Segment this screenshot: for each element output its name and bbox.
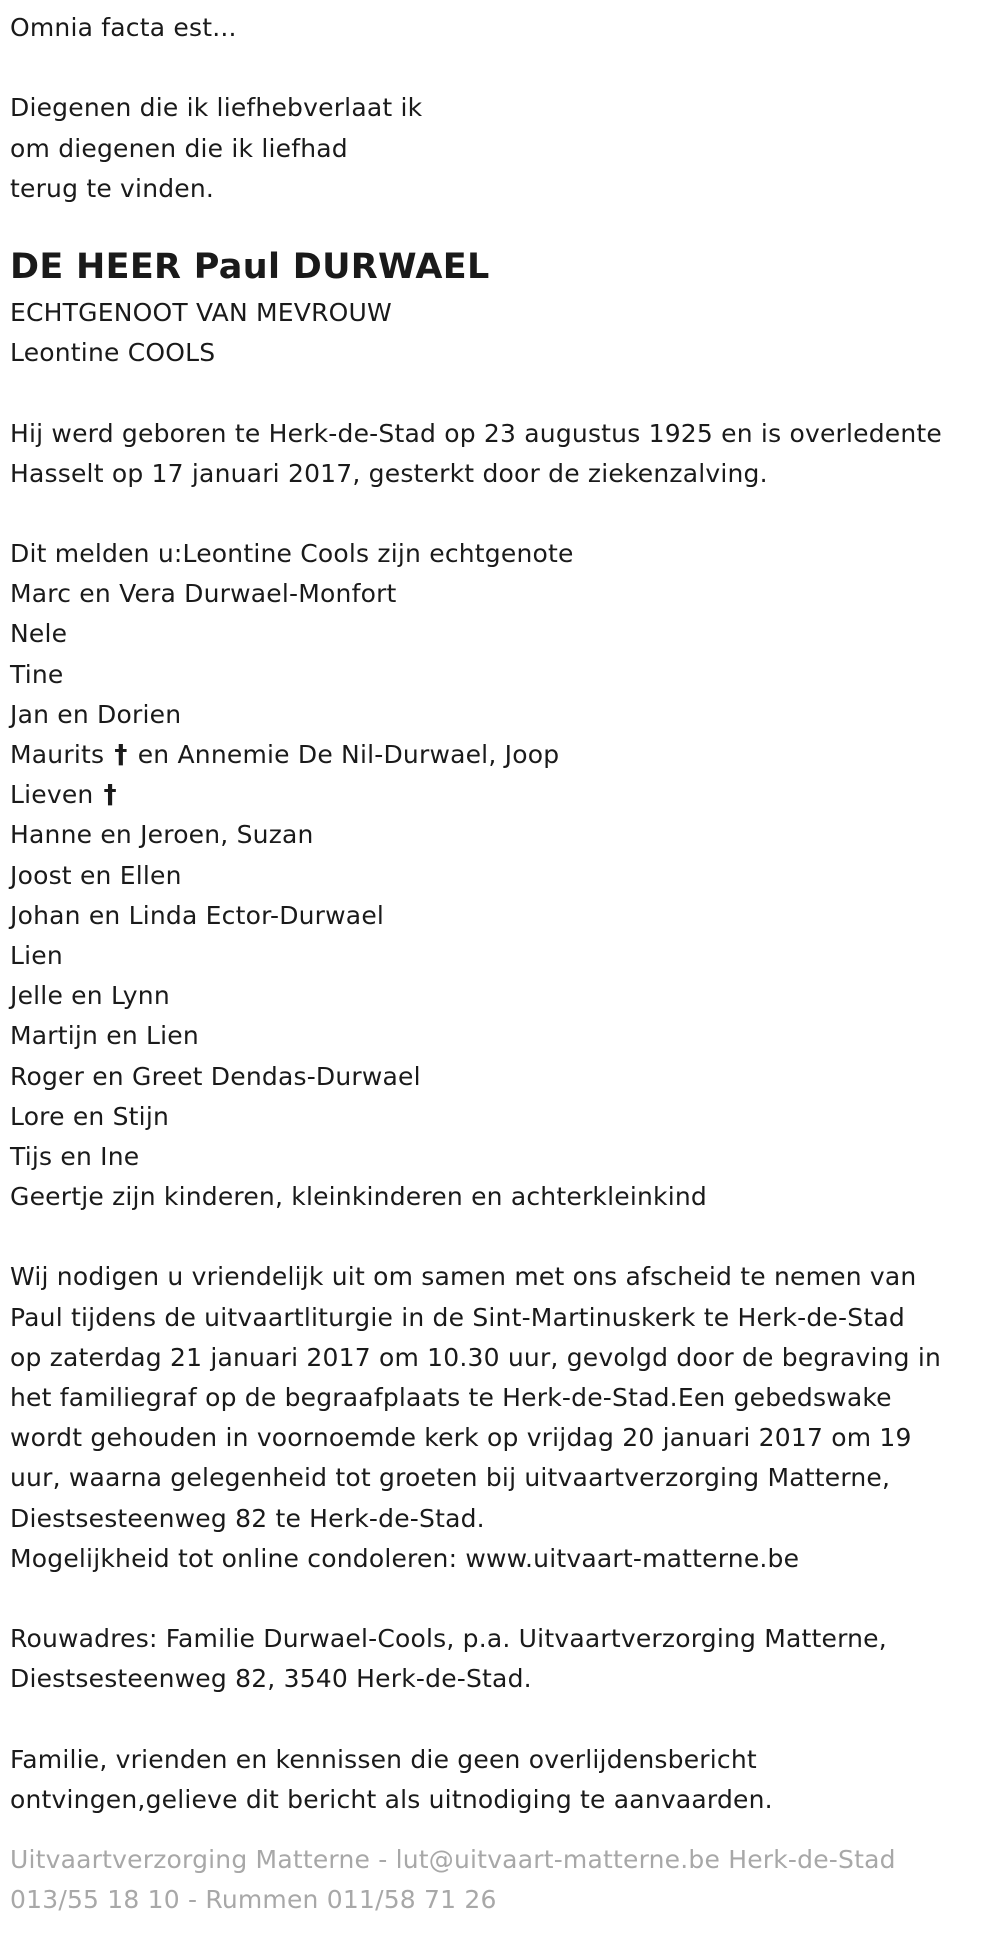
- bio-line: Hij werd geboren te Herk-de-Stad op 23 augustus 1925 en is overledente: [10, 418, 943, 448]
- deceased-name: DE HEER Paul DURWAEL: [10, 246, 490, 287]
- obituary-document: [10, 8, 995, 1920]
- family-line: Lien: [10, 940, 63, 970]
- cross-icon: †: [114, 740, 128, 770]
- family-line: Nele: [10, 619, 68, 649]
- family-line: Martijn en Lien: [10, 1021, 199, 1051]
- bio-line: Hasselt op 17 januari 2017, gesterkt door de ziekenzalving.: [10, 458, 768, 488]
- spacer: [10, 1217, 995, 1257]
- biography: [10, 414, 995, 494]
- poem-line: terug te vinden.: [10, 173, 215, 203]
- address-line: Diestsesteenweg 82, 3540 Herk-de-Stad.: [10, 1664, 532, 1694]
- poem-line: Diegenen die ik liefhebverlaat ik: [10, 93, 423, 123]
- family-list: [10, 534, 995, 1217]
- notice: [10, 1740, 995, 1820]
- funeral-home-footer: [10, 1840, 995, 1920]
- family-line: Jelle en Lynn: [10, 981, 170, 1011]
- family-line: Joost en Ellen: [10, 860, 182, 890]
- invitation-line: Diestsesteenweg 82 te Herk-de-Stad.: [10, 1503, 485, 1533]
- family-member-name: Maurits: [10, 740, 105, 769]
- poem-line: om diegenen die ik liefhad: [10, 133, 348, 163]
- spacer: [10, 1579, 995, 1619]
- family-line: Hanne en Jeroen, Suzan: [10, 820, 314, 850]
- condolence-link: Mogelijkheid tot online condoleren: www.uitvaart-matterne.be: [10, 1543, 800, 1573]
- family-line: Geertje zijn kinderen, kleinkinderen en achterkleinkind: [10, 1182, 707, 1212]
- address-line: Rouwadres: Familie Durwael-Cools, p.a. Uitvaartverzorging Matterne,: [10, 1624, 887, 1654]
- family-line-lieven: [10, 775, 995, 815]
- footer-line: 013/55 18 10 - Rummen 011/58 71 26: [10, 1885, 497, 1915]
- spacer: [10, 48, 995, 88]
- invitation-line: op zaterdag 21 januari 2017 om 10.30 uur, gevolgd door de begraving in: [10, 1342, 942, 1372]
- spacer: [10, 494, 995, 534]
- mourning-address: [10, 1619, 995, 1699]
- family-line-maurits: [10, 735, 995, 775]
- invitation: [10, 1257, 995, 1579]
- family-line: Marc en Vera Durwael-Monfort: [10, 579, 397, 609]
- family-line: Johan en Linda Ector-Durwael: [10, 900, 385, 930]
- family-line: Tine: [10, 659, 64, 689]
- invitation-line: uur, waarna gelegenheid tot groeten bij uitvaartverzorging Matterne,: [10, 1463, 891, 1493]
- cross-icon: †: [103, 780, 117, 811]
- family-line: Roger en Greet Dendas-Durwael: [10, 1061, 421, 1091]
- family-intro: Dit melden u:Leontine Cools zijn echtgenote: [10, 539, 574, 569]
- invitation-line: Wij nodigen u vriendelijk uit om samen met ons afscheid te nemen van: [10, 1262, 917, 1292]
- motto: Omnia facta est...: [10, 13, 237, 42]
- family-line: Lore en Stijn: [10, 1101, 170, 1131]
- family-member-name: Lieven: [10, 780, 94, 810]
- invitation-line: wordt gehouden in voornoemde kerk op vrijdag 20 januari 2017 om 19: [10, 1423, 912, 1453]
- family-line: Jan en Dorien: [10, 699, 182, 729]
- notice-line: ontvingen,gelieve dit bericht als uitnodiging te aanvaarden.: [10, 1784, 773, 1814]
- spouse-name: Leontine COOLS: [10, 338, 216, 368]
- invitation-line: Paul tijdens de uitvaartliturgie in de Sint-Martinuskerk te Herk-de-Stad: [10, 1302, 905, 1332]
- spouse-label: ECHTGENOOT VAN MEVROUW: [10, 297, 392, 327]
- spacer: [10, 373, 995, 413]
- poem: [10, 88, 995, 209]
- spacer: [10, 1700, 995, 1740]
- footer-line: Uitvaartverzorging Matterne - lut@uitvaart-matterne.be Herk-de-Stad: [10, 1845, 896, 1875]
- notice-line: Familie, vrienden en kennissen die geen overlijdensbericht: [10, 1744, 757, 1774]
- invitation-line: het familiegraf op de begraafplaats te Herk-de-Stad.Een gebedswake: [10, 1383, 892, 1412]
- family-line: Tijs en Ine: [10, 1141, 140, 1171]
- family-member-rest: en Annemie De Nil-Durwael, Joop: [137, 740, 560, 769]
